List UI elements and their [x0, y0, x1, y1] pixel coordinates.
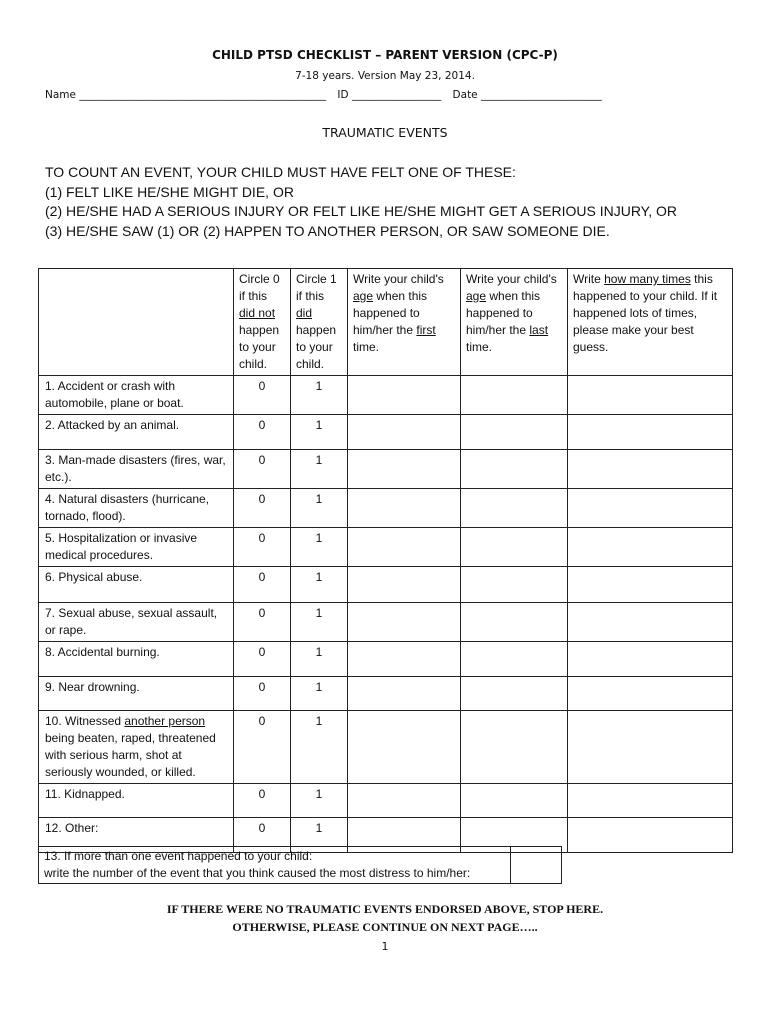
- stop-instructions: IF THERE WERE NO TRAUMATIC EVENTS ENDORSED ABOVE, STOP HERE. OTHERWISE, PLEASE CONTINUE ON NEXT PAGE…..: [166, 902, 604, 934]
- circle-1-option[interactable]: 1: [291, 489, 348, 528]
- page-number: 1: [381, 940, 389, 953]
- table-row: [39, 376, 733, 415]
- age-last-input[interactable]: [461, 528, 568, 567]
- age-first-input[interactable]: [348, 677, 461, 711]
- event-label: 9. Near drowning.: [39, 677, 234, 711]
- event-label: 6. Physical abuse.: [39, 567, 234, 603]
- age-last-input[interactable]: [461, 567, 568, 603]
- table-row: [39, 415, 733, 450]
- circle-1-option[interactable]: 1: [291, 376, 348, 415]
- circle-1-option[interactable]: 1: [291, 567, 348, 603]
- circle-0-option[interactable]: 0: [234, 415, 291, 450]
- age-last-input[interactable]: [461, 784, 568, 818]
- age-first-input[interactable]: [348, 450, 461, 489]
- circle-0-option[interactable]: 0: [234, 376, 291, 415]
- header-age-first: Write your child's age when this happened to him/her the first time.: [348, 269, 461, 376]
- circle-1-option[interactable]: 1: [291, 711, 348, 784]
- circle-0-option[interactable]: 0: [234, 450, 291, 489]
- times-input[interactable]: [568, 642, 733, 677]
- circle-0-option[interactable]: 0: [234, 489, 291, 528]
- age-first-input[interactable]: [348, 642, 461, 677]
- circle-1-option[interactable]: 1: [291, 818, 348, 853]
- age-last-input[interactable]: [461, 711, 568, 784]
- circle-0-option[interactable]: 0: [234, 818, 291, 853]
- age-first-input[interactable]: [348, 415, 461, 450]
- instruction-line: TO COUNT AN EVENT, YOUR CHILD MUST HAVE FELT ONE OF THESE:: [45, 164, 516, 180]
- respondent-fields: [45, 89, 610, 101]
- table-row: [39, 567, 733, 603]
- times-input[interactable]: [568, 603, 733, 642]
- name-field[interactable]: Name _______________________________________________: [45, 89, 327, 101]
- circle-1-option[interactable]: 1: [291, 677, 348, 711]
- circle-1-option[interactable]: 1: [291, 415, 348, 450]
- times-input[interactable]: [568, 415, 733, 450]
- times-input[interactable]: [568, 567, 733, 603]
- times-input[interactable]: [568, 450, 733, 489]
- event-label: 8. Accidental burning.: [39, 642, 234, 677]
- circle-1-option[interactable]: 1: [291, 528, 348, 567]
- times-input[interactable]: [568, 376, 733, 415]
- times-input[interactable]: [568, 489, 733, 528]
- circle-1-option[interactable]: 1: [291, 450, 348, 489]
- age-first-input[interactable]: [348, 603, 461, 642]
- question-13-text: 13. If more than one event happened to your child: write the number of the event that you think caused the most distress to him/her:: [39, 847, 511, 884]
- age-last-input[interactable]: [461, 415, 568, 450]
- times-input[interactable]: [568, 711, 733, 784]
- times-input[interactable]: [568, 784, 733, 818]
- event-label: 12. Other:: [39, 818, 234, 853]
- event-label: 2. Attacked by an animal.: [39, 415, 234, 450]
- table-row: [39, 642, 733, 677]
- event-label: 1. Accident or crash with automobile, plane or boat.: [39, 376, 234, 415]
- event-label: 3. Man-made disasters (fires, war, etc.).: [39, 450, 234, 489]
- header-age-last: Write your child's age when this happened to him/her the last time.: [461, 269, 568, 376]
- section-title: TRAUMATIC EVENTS: [322, 125, 448, 140]
- age-last-input[interactable]: [461, 603, 568, 642]
- circle-1-option[interactable]: 1: [291, 603, 348, 642]
- header-circle-1: Circle 1 if this did happen to your child.: [291, 269, 348, 376]
- age-last-input[interactable]: [461, 376, 568, 415]
- age-first-input[interactable]: [348, 567, 461, 603]
- circle-1-option[interactable]: 1: [291, 784, 348, 818]
- table-row: [39, 603, 733, 642]
- circle-0-option[interactable]: 0: [234, 711, 291, 784]
- event-label: 10. Witnessed another person being beaten, raped, threatened with serious harm, shot at seriously wounded, or killed.: [39, 711, 234, 784]
- age-first-input[interactable]: [348, 784, 461, 818]
- event-label: 4. Natural disasters (hurricane, tornado, flood).: [39, 489, 234, 528]
- circle-0-option[interactable]: 0: [234, 567, 291, 603]
- age-first-input[interactable]: [348, 711, 461, 784]
- event-header-cell: [39, 269, 234, 376]
- times-input[interactable]: [568, 528, 733, 567]
- circle-0-option[interactable]: 0: [234, 642, 291, 677]
- age-first-input[interactable]: [348, 489, 461, 528]
- circle-0-option[interactable]: 0: [234, 603, 291, 642]
- age-last-input[interactable]: [461, 642, 568, 677]
- circle-0-option[interactable]: 0: [234, 677, 291, 711]
- table-row: [39, 711, 733, 784]
- event-label: 5. Hospitalization or invasive medical procedures.: [39, 528, 234, 567]
- age-last-input[interactable]: [461, 677, 568, 711]
- id-field[interactable]: ID _________________: [337, 89, 442, 101]
- instruction-line: (1) FELT LIKE HE/SHE MIGHT DIE, OR: [45, 183, 294, 200]
- age-first-input[interactable]: [348, 528, 461, 567]
- date-field[interactable]: Date _______________________: [452, 89, 602, 101]
- circle-0-option[interactable]: 0: [234, 528, 291, 567]
- table-row: [39, 784, 733, 818]
- table-header-row: [39, 269, 733, 376]
- circle-1-option[interactable]: 1: [291, 642, 348, 677]
- instruction-line: (2) HE/SHE HAD A SERIOUS INJURY OR FELT LIKE HE/SHE MIGHT GET A SERIOUS INJURY, OR: [45, 203, 677, 219]
- table-row: [39, 677, 733, 711]
- table-row: [39, 489, 733, 528]
- age-last-input[interactable]: [461, 489, 568, 528]
- document-subtitle: 7-18 years. Version May 23, 2014.: [295, 70, 475, 82]
- header-circle-0: Circle 0 if this did not happen to your child.: [234, 269, 291, 376]
- question-13-table: [38, 846, 562, 884]
- document-title: CHILD PTSD CHECKLIST – PARENT VERSION (CPC-P): [212, 48, 558, 62]
- question-13-answer-input[interactable]: [511, 847, 562, 884]
- event-label: 11. Kidnapped.: [39, 784, 234, 818]
- event-label: 7. Sexual abuse, sexual assault, or rape.: [39, 603, 234, 642]
- instructions: [45, 163, 735, 241]
- table-row: [39, 528, 733, 567]
- header-times: Write how many times this happened to your child. If it happened lots of times, please make your best guess.: [568, 269, 733, 376]
- times-input[interactable]: [568, 818, 733, 853]
- circle-0-option[interactable]: 0: [234, 784, 291, 818]
- instruction-line: (3) HE/SHE SAW (1) OR (2) HAPPEN TO ANOTHER PERSON, OR SAW SOMEONE DIE.: [45, 222, 610, 239]
- table-row: [39, 450, 733, 489]
- traumatic-events-table: [38, 268, 733, 853]
- age-first-input[interactable]: [348, 376, 461, 415]
- times-input[interactable]: [568, 677, 733, 711]
- age-last-input[interactable]: [461, 450, 568, 489]
